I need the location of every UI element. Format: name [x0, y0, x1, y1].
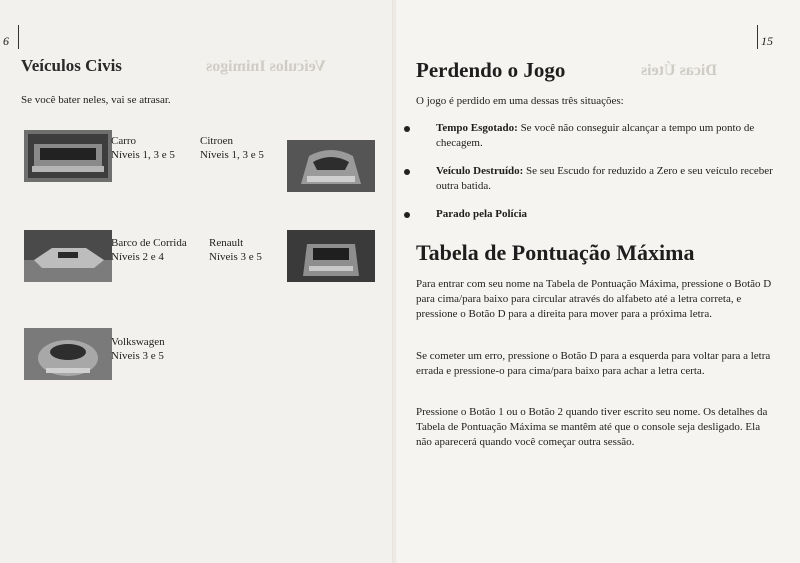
section-heading-losing-game: Perdendo o Jogo [416, 58, 566, 82]
volkswagen-image [24, 328, 112, 380]
race-boat-image [24, 230, 112, 282]
margin-rule [757, 25, 758, 49]
bullet-icon [404, 126, 410, 132]
vehicle-name: Barco de Corrida [111, 237, 187, 249]
margin-rule [18, 25, 19, 49]
list-item [404, 121, 774, 151]
vehicle-levels: Níveis 3 e 5 [111, 350, 164, 362]
bleed-through-heading: Veículos Inimigos [206, 58, 326, 75]
list-item [404, 207, 774, 222]
vehicle-name: Volkswagen [111, 336, 165, 348]
bleed-through-heading: Dicas Úteis [641, 62, 717, 79]
page-number-left: 6 [3, 34, 9, 48]
vehicle-volkswagen [111, 335, 165, 363]
vehicle-levels: Níveis 1, 3 e 5 [111, 149, 175, 161]
section-heading-high-score-table: Tabela de Pontuação Máxima [416, 240, 695, 265]
book-spine [392, 0, 396, 563]
list-item [404, 164, 774, 194]
bullet-term: Veículo Destruído: [436, 165, 524, 177]
vehicle-levels: Níveis 2 e 4 [111, 251, 164, 263]
vehicle-name: Citroen [200, 135, 233, 147]
bullet-text: Se você não conseguir alcançar a tempo um ponto de checagem. [436, 122, 755, 149]
bullet-icon [404, 212, 410, 218]
bullet-text: Se seu Escudo for reduzido a Zero e seu veículo receber outra batida. [436, 165, 773, 192]
vehicle-name: Carro [111, 135, 137, 147]
vehicle-car [111, 134, 175, 162]
vehicle-renault [209, 236, 262, 264]
vehicle-levels: Níveis 3 e 5 [209, 251, 262, 263]
vehicle-race-boat [111, 236, 187, 264]
paragraph: Pressione o Botão 1 ou o Botão 2 quando tiver escrito seu nome. Os detalhes da Tabela de Pontuação Máxima se mantêm até que o console seja desligado. Ela não aparecerá quando você começar outra sessão. [416, 406, 768, 448]
loss-conditions-list [404, 121, 774, 235]
renault-image [287, 230, 375, 282]
vehicle-levels: Níveis 1, 3 e 5 [200, 149, 264, 161]
citroen-image [287, 140, 375, 192]
bullet-term: Parado pela Polícia [436, 208, 528, 220]
paragraph: Se cometer um erro, pressione o Botão D para a esquerda para voltar para a letra errada e pressione-o para cima/para baixo para achar a letra certa. [416, 350, 771, 377]
bullet-term: Tempo Esgotado: [436, 122, 518, 134]
lead-text: O jogo é perdido em uma dessas três situações: [416, 95, 624, 107]
section-heading-civil-vehicles: Veículos Civis [21, 56, 122, 75]
page-number-right: 15 [761, 34, 773, 48]
car-image [24, 130, 112, 182]
vehicle-citroen [200, 134, 264, 162]
vehicle-name: Renault [209, 237, 244, 249]
paragraph: Para entrar com seu nome na Tabela de Pontuação Máxima, pressione o Botão D para cima/para baixo para circular através do alfabeto até a letra correta, e pressione o Botão D para a direita para mover para a próxima letra. [416, 278, 772, 320]
intro-text: Se você bater neles, vai se atrasar. [21, 94, 171, 106]
bullet-icon [404, 169, 410, 175]
